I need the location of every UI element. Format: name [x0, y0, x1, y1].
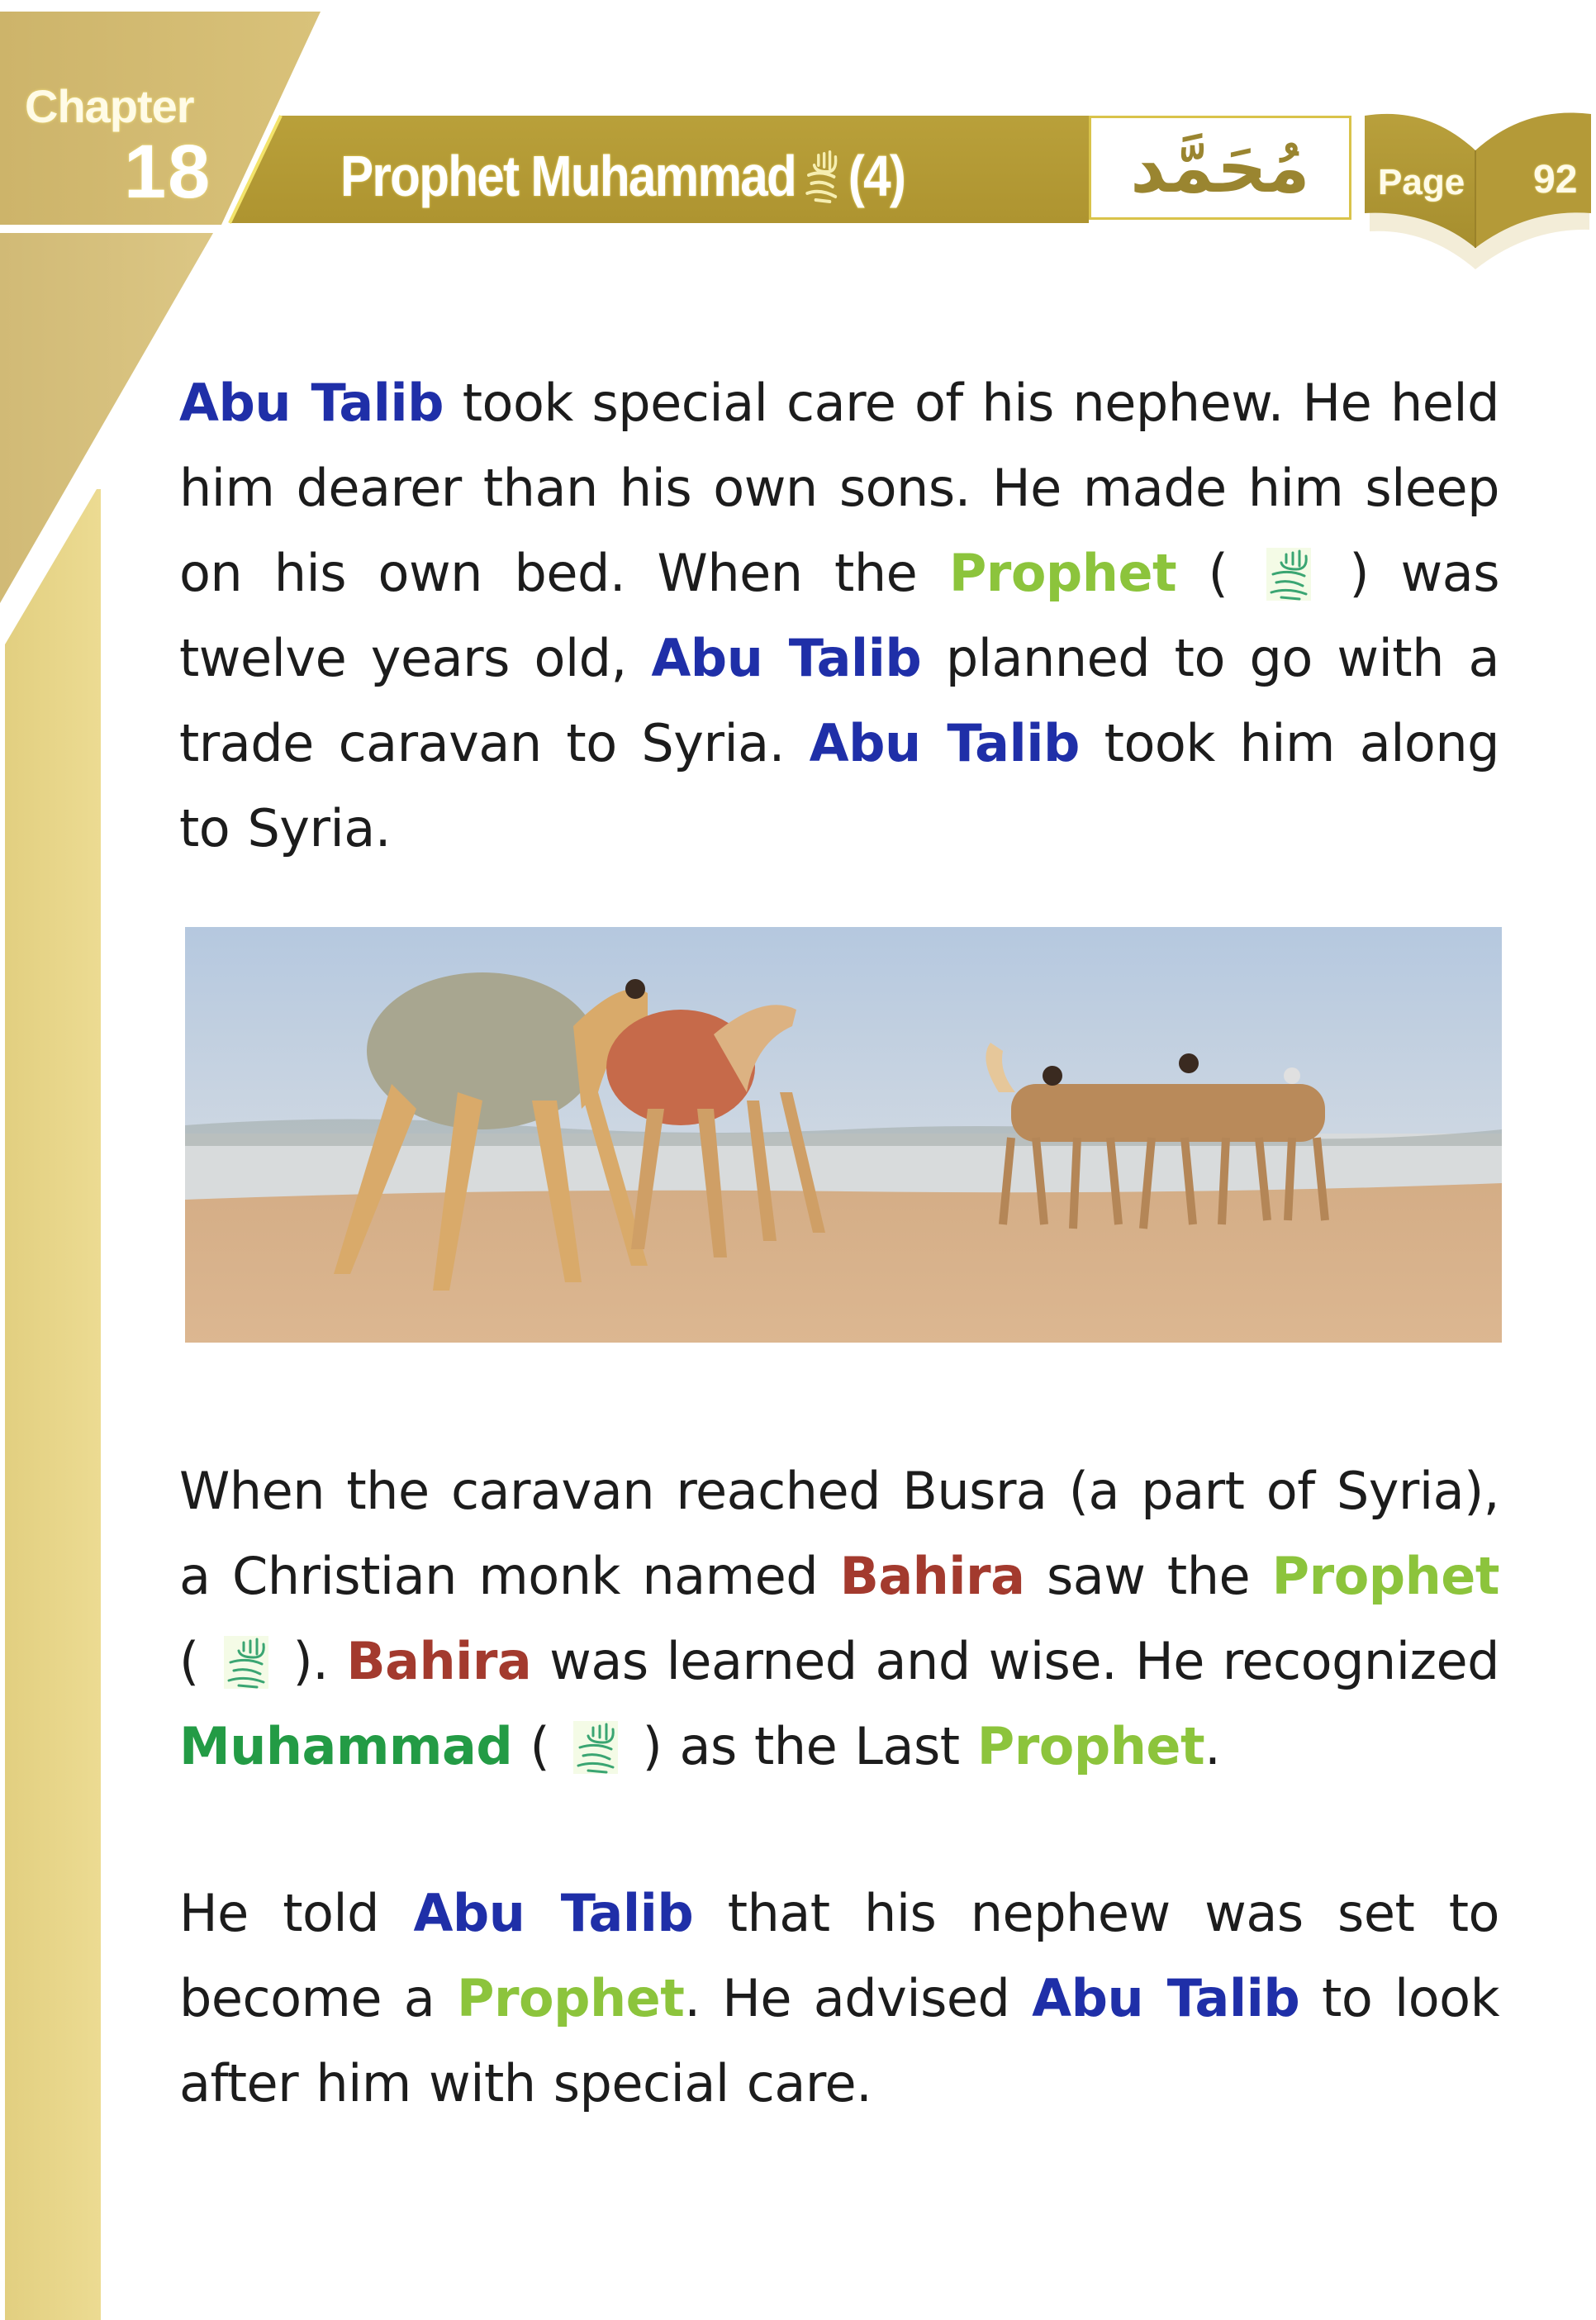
pbuh-calligraphy-icon	[572, 1719, 620, 1776]
left-column	[5, 489, 101, 2320]
name-bahira: Bahira	[346, 1631, 532, 1691]
chapter-number: 18	[124, 130, 212, 214]
pbuh-calligraphy-icon	[801, 147, 841, 205]
page-title	[340, 139, 905, 213]
body-text: that his nephew was set to become a	[179, 1883, 1499, 2028]
arabic-name-box	[1089, 116, 1351, 220]
name-prophet: Prophet	[1271, 1546, 1499, 1606]
paragraph-3	[179, 1871, 1499, 2126]
chapter-label: Chapter	[25, 80, 194, 132]
body-text: (	[512, 1716, 568, 1776]
body-text: He told	[179, 1883, 414, 1943]
body-text: planned to go with a trade caravan to Syria.	[179, 628, 1499, 773]
camel-caravan-photo	[185, 927, 1502, 1343]
name-abu-talib: Abu Talib	[413, 1883, 694, 1943]
body-text: .	[1204, 1716, 1221, 1776]
title-part-number: (4)	[848, 144, 905, 208]
body-text: When the caravan reached Busra (a part of Syria), a Christian monk named	[179, 1461, 1499, 1606]
page-label: Page	[1378, 162, 1465, 202]
paragraph-2	[179, 1448, 1499, 1789]
body-text: was learned and wise. He recognized	[531, 1631, 1499, 1691]
name-prophet: Prophet	[948, 543, 1177, 603]
body-text: (	[1176, 543, 1260, 603]
body-text: (	[179, 1631, 217, 1691]
pbuh-calligraphy-icon	[222, 1634, 270, 1690]
body-text: ).	[274, 1631, 347, 1691]
title-text: Prophet Muhammad	[340, 144, 796, 208]
body-text: took him along to Syria.	[179, 713, 1499, 858]
page-number: 92	[1533, 158, 1578, 202]
arabic-name: مُحَمَّد	[1130, 127, 1310, 208]
body-text: saw the	[1024, 1546, 1272, 1606]
body-text: ) as the Last	[625, 1716, 977, 1776]
name-prophet: Prophet	[457, 1968, 685, 2028]
name-abu-talib: Abu Talib	[179, 373, 444, 433]
pbuh-calligraphy-icon	[1265, 546, 1313, 602]
name-abu-talib: Abu Talib	[651, 628, 922, 688]
name-abu-talib: Abu Talib	[1032, 1968, 1300, 2028]
name-prophet: Prophet	[976, 1716, 1205, 1776]
paragraph-1	[179, 360, 1499, 871]
body-text: took special care of his nephew. He held him dearer than his own sons. He made him sleep on his own bed. When the	[179, 373, 1499, 603]
body-text: ) was twelve years old,	[179, 543, 1500, 688]
name-bahira: Bahira	[839, 1546, 1025, 1606]
body-text: . He advised	[684, 1968, 1033, 2028]
name-muhammad: Muhammad	[179, 1716, 513, 1776]
body-text: to look after him with special care.	[179, 1968, 1499, 2113]
name-abu-talib: Abu Talib	[809, 713, 1080, 773]
